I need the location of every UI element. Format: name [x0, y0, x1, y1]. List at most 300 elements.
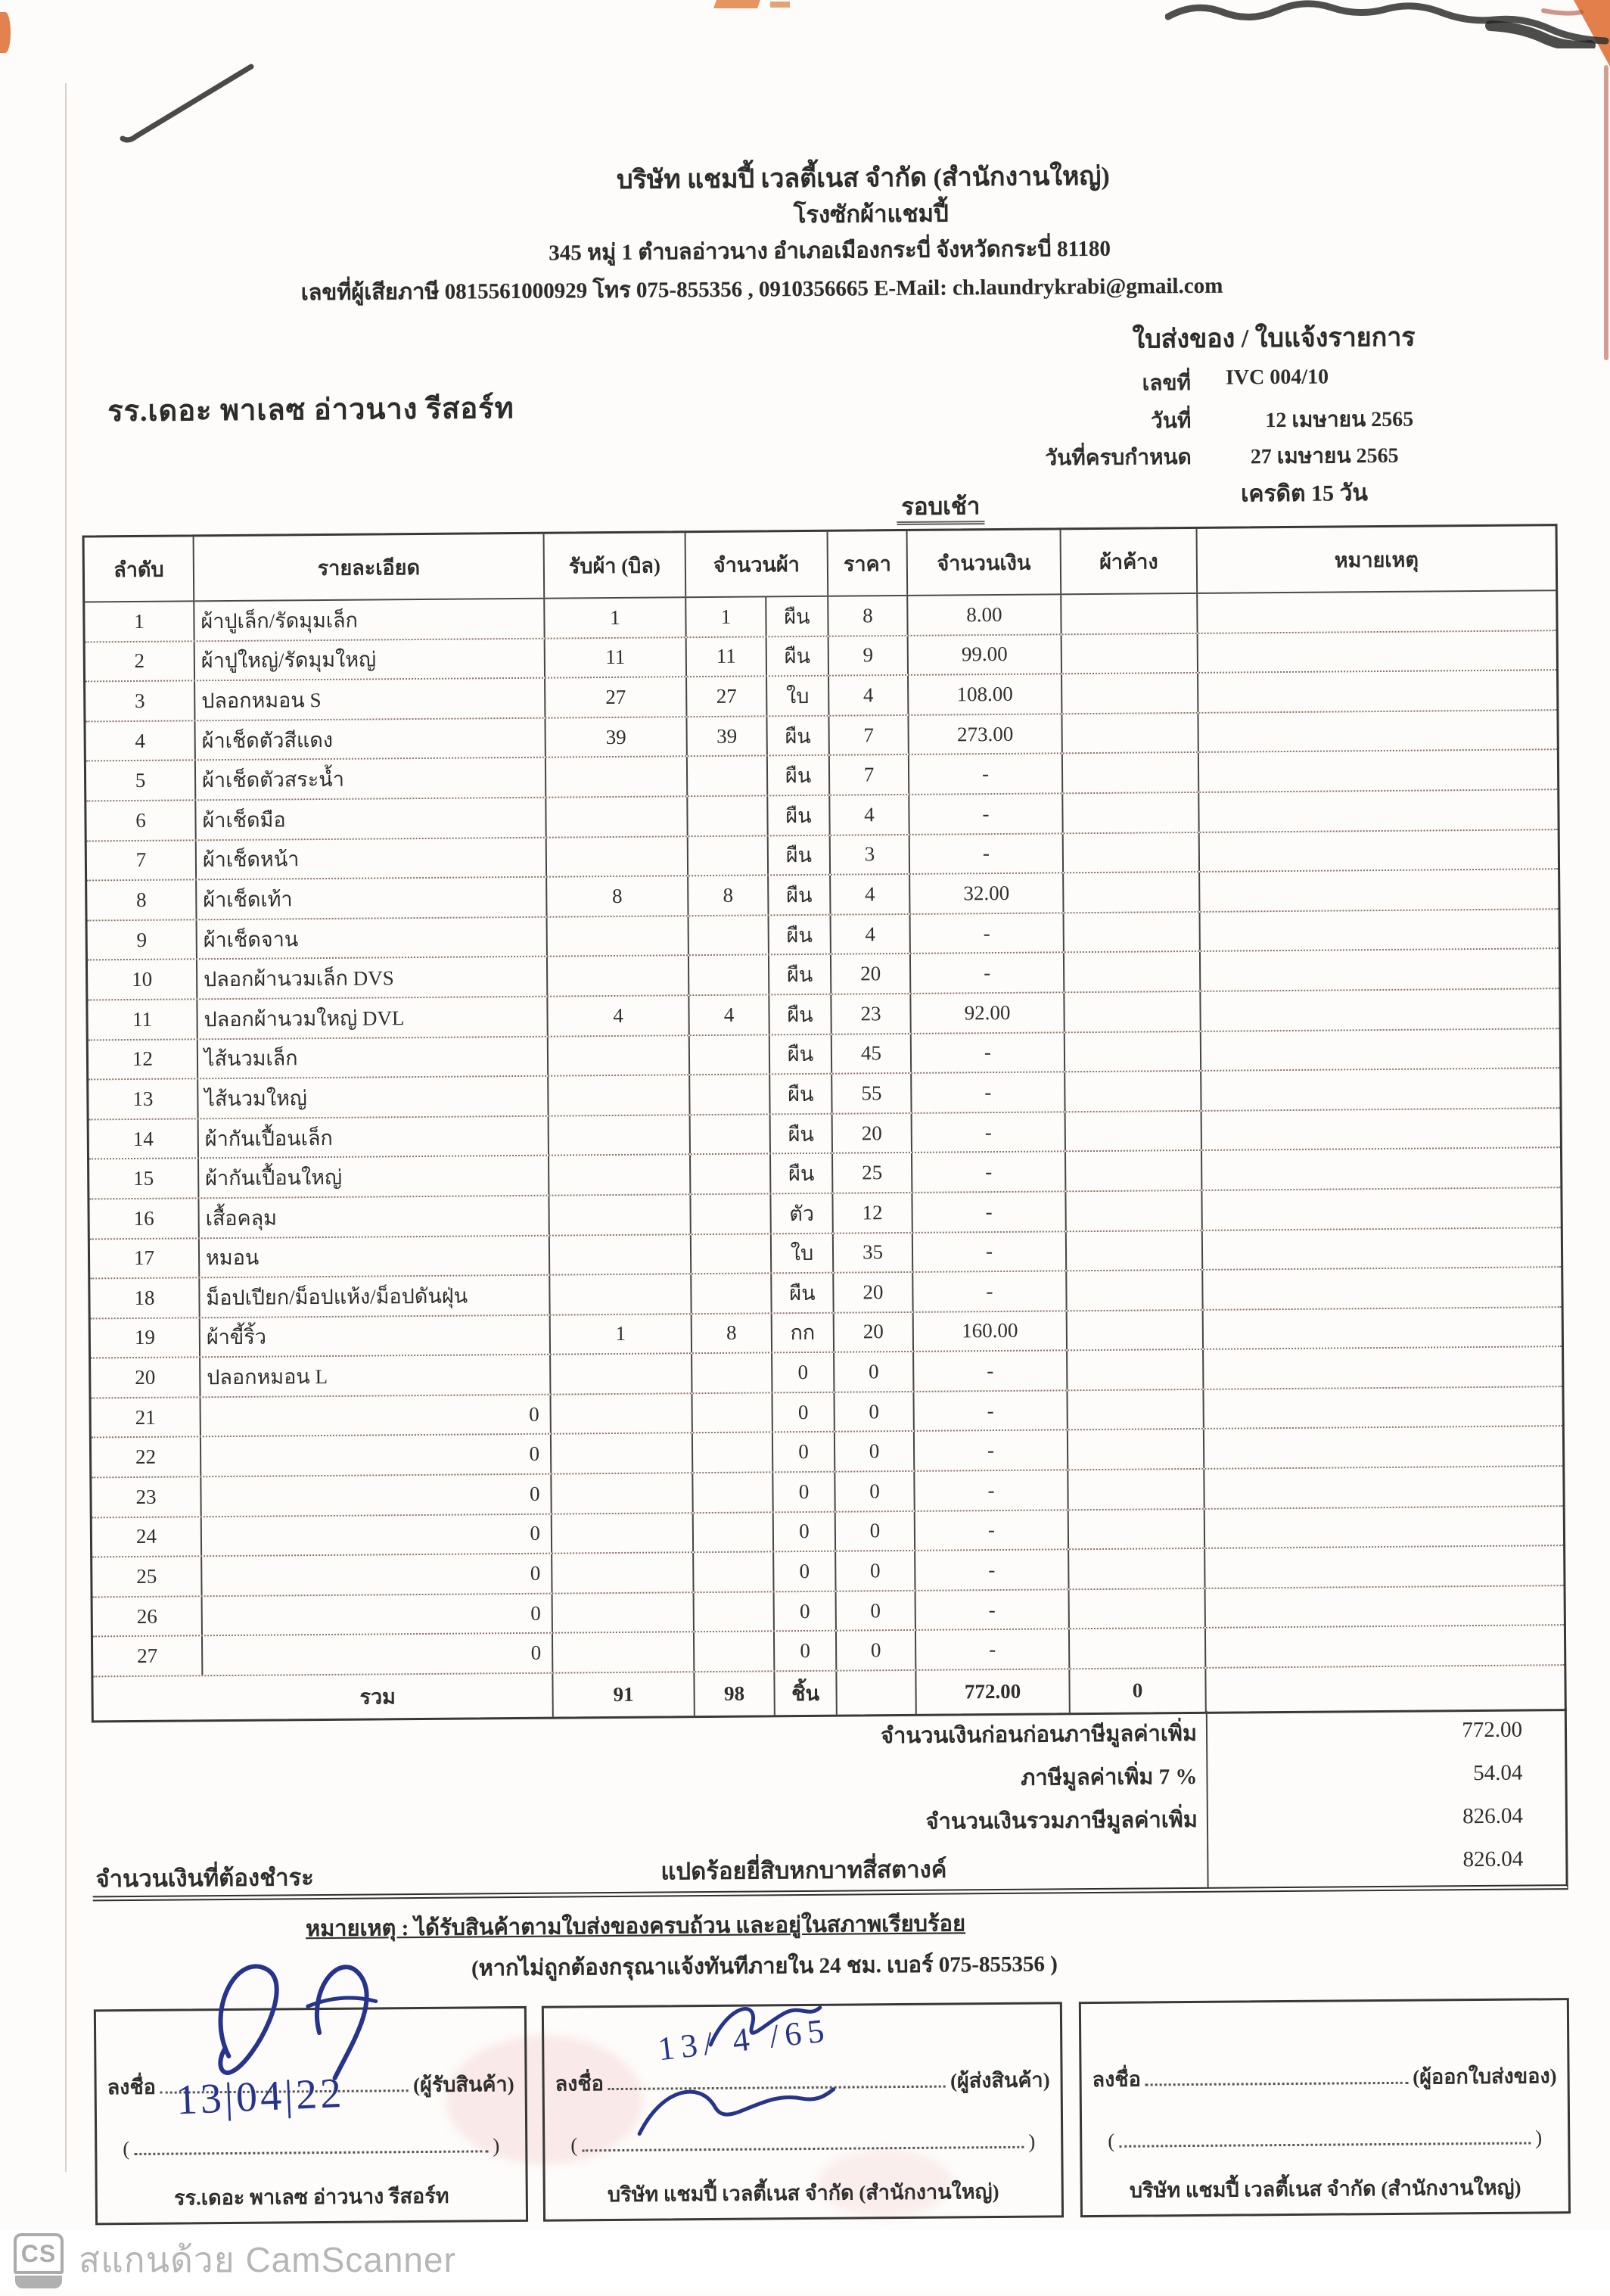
company-name: บริษัท แชมปี้ เวลตี้เนส จำกัด (สำนักงานใหญ่) [616, 162, 1110, 194]
amount-due-label: จำนวนเงินที่ต้องชำระ [95, 1864, 314, 1893]
cell-qty: 8 [692, 1314, 772, 1352]
cell-unit: ผืน [769, 876, 831, 914]
cell-bill [547, 837, 688, 876]
cell-price: 23 [831, 994, 911, 1033]
cell-amount: 273.00 [909, 714, 1062, 754]
camscanner-logo-letters: CS [14, 2233, 64, 2274]
sender-org: บริษัท แชมปี้ เวลตี้เนส จำกัด (สำนักงานใหญ่) [607, 2180, 999, 2207]
col-header-desc: รายละเอียด [194, 534, 545, 601]
customer-name: รร.เดอะ พาเลซ อ่าวนาง รีสอร์ท [107, 392, 514, 428]
cell-amount: - [915, 1470, 1068, 1510]
col-header-amount: จำนวนเงิน [908, 530, 1062, 595]
cell-amount: - [915, 1551, 1069, 1590]
cell-unit: กก [772, 1313, 835, 1352]
cell-no: 20 [91, 1358, 200, 1398]
cell-qty: 27 [687, 677, 767, 716]
sign-role-issuer: (ผู้ออกใบส่งของ) [1413, 2064, 1557, 2089]
receiver-org: รร.เดอะ พาเลซ อ่าวนาง รีสอร์ท [173, 2184, 449, 2210]
cell-desc: ปลอกหมอน L [200, 1355, 551, 1396]
cell-bill [551, 1394, 692, 1433]
paren-open: ( [1108, 2129, 1115, 2152]
cell-bill: 1 [545, 598, 686, 637]
cell-overdue [1065, 992, 1201, 1031]
cell-overdue [1063, 753, 1199, 792]
cell-unit: 0 [773, 1433, 835, 1471]
cell-note [1202, 1188, 1560, 1229]
invoice-number-row [903, 363, 1569, 402]
cell-price: 0 [835, 1472, 915, 1510]
cell-desc: ผ้ากันเปื้อนใหญ่ [199, 1156, 549, 1197]
paren-close: ) [1028, 2130, 1036, 2153]
cell-overdue [1065, 913, 1201, 952]
cell-unit: 0 [774, 1512, 836, 1551]
cell-overdue [1068, 1350, 1204, 1389]
cell-no: 23 [92, 1477, 201, 1517]
cell-bill [546, 758, 688, 797]
cell-no: 7 [87, 841, 197, 880]
cell-bill: 1 [551, 1314, 692, 1354]
issuer-org: บริษัท แชมปี้ เวลตี้เนส จำกัด (สำนักงานใหญ่) [1129, 2176, 1521, 2202]
company-subtitle: โรงซักผ้าแชมปี้ [793, 200, 949, 229]
signature-box-receiver [94, 2006, 528, 2225]
paren-close: ) [1535, 2126, 1543, 2149]
cell-note [1204, 1308, 1562, 1349]
cell-bill: 39 [545, 717, 687, 757]
cell-price: 20 [831, 954, 911, 993]
cell-amount: - [916, 1590, 1070, 1629]
cell-desc: ผ้าเช็ดจาน [197, 917, 548, 958]
cell-price: 4 [831, 915, 911, 954]
cell-bill [549, 1075, 690, 1115]
cell-bill [552, 1473, 693, 1513]
cell-price: 0 [835, 1432, 915, 1470]
cell-unit: ผืน [766, 597, 828, 636]
cell-overdue [1062, 674, 1198, 713]
cell-overdue [1066, 1191, 1202, 1230]
col-header-no: ลำดับ [85, 537, 195, 601]
cell-overdue [1065, 1031, 1201, 1071]
cell-qty [692, 1393, 772, 1432]
cell-overdue [1065, 952, 1201, 991]
cell-desc: ปลอกหมอน S [195, 679, 545, 720]
cell-amount: - [913, 1232, 1067, 1271]
cell-qty [688, 757, 768, 795]
cell-no: 8 [87, 880, 197, 919]
cell-no: 25 [92, 1557, 202, 1597]
cell-no: 4 [85, 721, 195, 761]
cell-qty [694, 1553, 774, 1591]
cell-note [1198, 711, 1556, 751]
cell-qty [688, 796, 768, 835]
cell-overdue [1069, 1549, 1205, 1588]
total-bill: 91 [553, 1672, 695, 1716]
cell-amount: 92.00 [911, 993, 1065, 1032]
cell-unit: 0 [772, 1353, 835, 1392]
col-header-qty: จำนวนผ้า [686, 532, 829, 596]
items-table [82, 524, 1567, 1722]
cell-overdue [1070, 1589, 1206, 1629]
cell-note [1202, 1109, 1560, 1150]
cell-unit: ผืน [769, 915, 831, 954]
paren-open: ( [123, 2137, 130, 2161]
cell-note [1198, 631, 1556, 672]
cell-note [1201, 1069, 1559, 1109]
cell-bill: 11 [545, 638, 687, 677]
cell-unit: ผืน [769, 955, 831, 994]
date-dotted-line [1119, 2122, 1531, 2148]
total-spacer [93, 1676, 203, 1720]
date-dotted-line [134, 2130, 488, 2155]
cell-bill [553, 1633, 695, 1672]
cell-amount: - [913, 1271, 1067, 1311]
invoice-date-row [903, 401, 1569, 440]
cell-overdue [1066, 1112, 1202, 1151]
cell-note [1206, 1586, 1564, 1627]
cell-overdue [1061, 594, 1198, 633]
company-address: 345 หมู่ 1 ตำบลอ่าวนาง อำเภอเมืองกระบี่ จังหวัดกระบี่ 81180 [549, 236, 1111, 266]
cell-amount: 32.00 [910, 873, 1064, 913]
cell-note [1202, 1148, 1560, 1189]
cell-price: 4 [831, 875, 910, 913]
invoice-number-value: IVC 004/10 [1225, 365, 1329, 390]
cell-no: 17 [90, 1239, 200, 1278]
cell-bill [550, 1274, 692, 1314]
cell-price: 3 [831, 835, 910, 873]
date-line-issuer [1108, 2121, 1542, 2153]
cell-qty [690, 1075, 770, 1113]
cell-price: 20 [835, 1313, 914, 1352]
cell-note [1201, 950, 1559, 991]
cell-note [1203, 1268, 1561, 1308]
cell-note [1201, 989, 1559, 1030]
cell-bill [549, 1115, 691, 1155]
cell-overdue [1066, 1151, 1202, 1190]
sign-role-sender: (ผู้ส่งสินค้า) [950, 2068, 1050, 2092]
cell-desc: 0 [201, 1475, 552, 1516]
items-body [85, 591, 1564, 1677]
cell-amount: 160.00 [914, 1311, 1068, 1351]
cell-note [1203, 1228, 1561, 1269]
cell-desc: ปลอกผ้านวมเล็ก DVS [197, 957, 548, 998]
grand-total-label: จำนวนเงินรวมภาษีมูลค่าเพิ่ม [92, 1797, 1208, 1850]
remark-line-1: หมายเหตุ : ได้รับสินค้าตามใบส่งของครบถ้วน และอยู่ในสภาพเรียบร้อย [305, 1912, 966, 1942]
cell-qty [695, 1592, 775, 1631]
cell-price: 0 [836, 1551, 915, 1590]
table-header-row [85, 526, 1556, 602]
cell-price: 20 [834, 1273, 913, 1311]
sign-label: ลงชื่อ [555, 2072, 605, 2095]
cell-unit: 0 [773, 1473, 835, 1511]
cell-qty: 1 [686, 597, 766, 636]
cell-note [1200, 870, 1558, 910]
cell-note [1204, 1387, 1562, 1428]
paren-open: ( [570, 2133, 578, 2157]
cell-amount: - [912, 1072, 1065, 1112]
cell-unit: ผืน [768, 796, 830, 835]
total-label: รวม [203, 1674, 553, 1720]
cell-amount: - [909, 754, 1063, 794]
cell-price: 20 [833, 1114, 912, 1153]
cell-qty [689, 916, 769, 954]
cell-unit: ตัว [771, 1194, 833, 1233]
handwritten-date-receiver: 13|04|22 [175, 2069, 346, 2124]
cell-unit: ผืน [769, 835, 831, 874]
cell-note [1199, 751, 1557, 792]
cell-desc: ผ้าเช็ดหน้า [197, 838, 547, 879]
cell-desc: 0 [201, 1395, 552, 1436]
cell-no: 2 [85, 642, 195, 681]
signature-box-issuer [1079, 1998, 1571, 2217]
cell-no: 14 [89, 1119, 199, 1159]
cell-desc: ม็อปเปียก/ม็อปแห้ง/ม็อปดันฝุ่น [200, 1276, 550, 1317]
cell-amount: - [916, 1630, 1070, 1669]
cell-overdue [1070, 1629, 1206, 1668]
cell-amount: - [912, 1192, 1066, 1231]
cell-no: 21 [92, 1398, 201, 1437]
cell-no: 11 [88, 1000, 197, 1039]
amount-in-words: แปดร้อยยี่สิบหกบาทสี่สตางค์ [660, 1856, 947, 1885]
cell-no: 15 [89, 1159, 199, 1199]
sign-label: ลงชื่อ [107, 2075, 157, 2099]
cell-desc: 0 [203, 1634, 553, 1675]
sign-line-sender [555, 2064, 1049, 2100]
cell-price: 4 [829, 676, 909, 714]
cell-amount: - [912, 1033, 1065, 1072]
cell-amount: - [915, 1431, 1068, 1470]
total-amount: 772.00 [916, 1669, 1070, 1714]
cell-desc: ผ้าเช็ดตัวสีแดง [195, 718, 545, 759]
cell-price: 8 [828, 596, 908, 635]
cell-overdue [1063, 793, 1199, 832]
cell-overdue [1068, 1390, 1204, 1430]
cell-unit: ผืน [771, 1154, 833, 1193]
cell-unit: ใบ [767, 677, 829, 715]
cell-overdue [1068, 1311, 1204, 1350]
cell-price: 0 [835, 1352, 914, 1391]
cell-no: 19 [91, 1318, 200, 1358]
cell-bill [549, 1156, 691, 1195]
cell-no: 6 [86, 801, 196, 840]
col-header-bill: รับผ้า (บิล) [545, 533, 687, 597]
invoice-date-value: 12 เมษายน 2565 [1265, 407, 1414, 433]
summary-section [92, 1708, 1568, 1901]
cell-amount: - [910, 834, 1064, 873]
cell-overdue [1068, 1470, 1204, 1509]
cell-qty [692, 1354, 772, 1392]
cell-unit: 0 [774, 1552, 836, 1591]
cell-amount: 8.00 [908, 595, 1061, 634]
cell-bill [551, 1354, 692, 1393]
cell-amount: 99.00 [909, 635, 1062, 674]
camscanner-watermark-text: สแกนด้วย CamScanner [79, 2239, 456, 2279]
cell-qty [692, 1234, 772, 1273]
company-taxline: เลขที่ผู้เสียภาษี 0815561000929 โทร 075-855356 , 0910356665 E-Mail: ch.laundrykrabi@gmail.com [300, 273, 1223, 306]
cell-no: 5 [86, 761, 196, 801]
cell-bill [552, 1514, 694, 1553]
due-date-label: วันที่ครบกำหนด [1045, 445, 1192, 471]
summary-divider-line [1207, 1840, 1208, 1887]
grand-total-value: 826.04 [1462, 1803, 1524, 1829]
cell-overdue [1069, 1510, 1205, 1549]
cell-price: 12 [833, 1193, 912, 1232]
cell-qty [689, 956, 769, 994]
cell-no: 3 [85, 682, 195, 721]
cell-desc: เสื้อคลุม [199, 1196, 549, 1237]
cell-note [1199, 790, 1557, 831]
cell-unit: ผืน [772, 1274, 834, 1312]
invoice-date-label: วันที่ [1150, 409, 1192, 434]
cell-unit: ผืน [767, 636, 829, 675]
cell-no: 22 [92, 1438, 201, 1477]
camscanner-logo-icon [14, 2233, 62, 2286]
cell-unit: ใบ [772, 1234, 834, 1272]
shift-label: รอบเช้า [897, 487, 984, 525]
cell-price: 0 [837, 1631, 916, 1669]
cell-qty: 4 [689, 995, 769, 1034]
cell-note [1206, 1626, 1564, 1667]
cell-unit: ผืน [770, 1034, 832, 1073]
cell-amount: 108.00 [909, 675, 1062, 714]
cell-desc: 0 [201, 1435, 552, 1476]
cell-desc: ไส้นวมใหญ่ [198, 1077, 549, 1118]
cell-no: 18 [90, 1278, 200, 1318]
cell-note [1204, 1427, 1562, 1468]
cell-no: 26 [93, 1597, 203, 1636]
cell-qty [693, 1433, 773, 1472]
cell-unit: 0 [772, 1393, 835, 1432]
paren-close: ) [493, 2134, 500, 2158]
camscanner-logo-bar [15, 2276, 62, 2288]
cell-bill [546, 797, 688, 836]
cell-price: 0 [836, 1512, 915, 1551]
cell-desc: ไส้นวมเล็ก [198, 1037, 549, 1078]
cell-bill [549, 1195, 691, 1234]
cell-qty [692, 1274, 772, 1312]
cell-qty: 8 [688, 876, 769, 915]
sign-label: ลงชื่อ [1092, 2067, 1142, 2092]
cell-qty [694, 1513, 774, 1551]
cell-qty: 11 [687, 637, 767, 676]
cell-no: 13 [89, 1079, 198, 1118]
cell-overdue [1064, 832, 1200, 872]
camscanner-footer [0, 2230, 1610, 2289]
cell-no: 24 [92, 1517, 202, 1557]
cell-price: 9 [829, 636, 909, 675]
cell-qty [688, 836, 769, 875]
cell-note [1201, 910, 1559, 950]
cell-desc: 0 [203, 1594, 553, 1635]
cell-desc: หมอน [200, 1236, 550, 1277]
cell-qty [691, 1115, 771, 1153]
vat-label: ภาษีมูลค่าเพิ่ม 7 % [92, 1754, 1208, 1806]
cell-overdue [1062, 714, 1198, 753]
amount-due-value: 826.04 [1462, 1846, 1524, 1872]
cell-qty [691, 1155, 771, 1193]
cell-unit: ผืน [769, 995, 831, 1034]
cell-qty: 39 [687, 717, 767, 755]
cell-price: 55 [832, 1074, 912, 1112]
col-header-price: ราคา [828, 531, 909, 596]
cell-note [1200, 830, 1558, 871]
total-overdue: 0 [1070, 1669, 1206, 1713]
cell-amount: - [911, 913, 1065, 953]
pre-vat-value: 772.00 [1462, 1717, 1523, 1743]
cell-bill: 8 [547, 876, 688, 916]
cell-bill [548, 957, 689, 996]
signature-dotted-line [608, 2065, 946, 2091]
col-header-note: หมายเหตุ [1334, 548, 1419, 571]
cell-desc: ผ้าปูเล็ก/รัดมุมเล็ก [194, 599, 545, 640]
document-title: ใบส่งของ / ใบแจ้งรายการ [1132, 323, 1416, 354]
cell-amount: - [915, 1510, 1069, 1550]
cell-desc: ผ้ากันเปื้อนเล็ก [199, 1116, 549, 1157]
col-header-overdue: ผ้าค้าง [1061, 529, 1198, 593]
total-unit: ชิ้น [775, 1672, 837, 1716]
cell-overdue [1067, 1271, 1203, 1310]
cell-amount: - [914, 1352, 1068, 1391]
cell-bill [550, 1235, 692, 1274]
cell-desc: 0 [202, 1514, 552, 1555]
cell-price: 25 [833, 1153, 912, 1192]
vat-value: 54.04 [1473, 1760, 1523, 1786]
cell-bill: 27 [545, 677, 687, 717]
cell-bill [552, 1553, 694, 1592]
cell-unit: 0 [775, 1632, 837, 1670]
sign-line-issuer [1092, 2059, 1556, 2095]
cell-qty [693, 1473, 773, 1511]
cell-note [1204, 1467, 1562, 1507]
total-qty: 98 [695, 1672, 775, 1716]
cell-note [1198, 670, 1556, 711]
signature-dotted-line [1145, 2061, 1409, 2086]
cell-bill [548, 916, 689, 956]
cell-overdue [1062, 633, 1198, 673]
date-dotted-line [582, 2126, 1024, 2152]
cell-note [1204, 1347, 1562, 1388]
cell-overdue [1064, 873, 1200, 912]
cell-no: 9 [88, 920, 197, 960]
cell-bill [552, 1434, 693, 1473]
cell-note [1201, 1029, 1559, 1070]
cell-qty [695, 1632, 775, 1671]
cell-bill [549, 1036, 690, 1075]
cell-no: 12 [89, 1040, 198, 1079]
remark-line-2: (หากไม่ถูกต้องกรุณาแจ้งทันทีภายใน 24 ชม. เบอร์ 075-855356 ) [471, 1952, 1058, 1981]
cell-desc: ผ้าเช็ดเท้า [197, 878, 547, 919]
cell-price: 7 [830, 755, 909, 794]
cell-bill [553, 1593, 695, 1632]
cell-price: 35 [834, 1233, 913, 1271]
cell-no: 10 [88, 960, 197, 1000]
due-date-value: 27 เมษายน 2565 [1250, 443, 1399, 469]
cell-overdue [1065, 1072, 1201, 1111]
pre-vat-label: จำนวนเงินก่อนก่อนภาษีมูลค่าเพิ่ม [92, 1711, 1208, 1763]
cell-amount: - [914, 1391, 1068, 1430]
cell-overdue [1067, 1230, 1203, 1270]
cell-note [1198, 591, 1556, 632]
cell-price: 45 [832, 1034, 912, 1072]
sign-role-receiver: (ผู้รับสินค้า) [412, 2073, 514, 2097]
credit-terms: เครดิต 15 วัน [1241, 481, 1369, 507]
cell-note [1205, 1507, 1563, 1548]
cell-amount: - [909, 794, 1063, 833]
date-line-receiver [123, 2130, 499, 2161]
cell-note [1205, 1546, 1563, 1587]
handwritten-date-sender: 13/ 4 /65 [656, 2011, 832, 2068]
cell-no: 1 [85, 602, 194, 641]
cell-amount: - [912, 1153, 1066, 1192]
cell-bill: 4 [548, 996, 689, 1035]
